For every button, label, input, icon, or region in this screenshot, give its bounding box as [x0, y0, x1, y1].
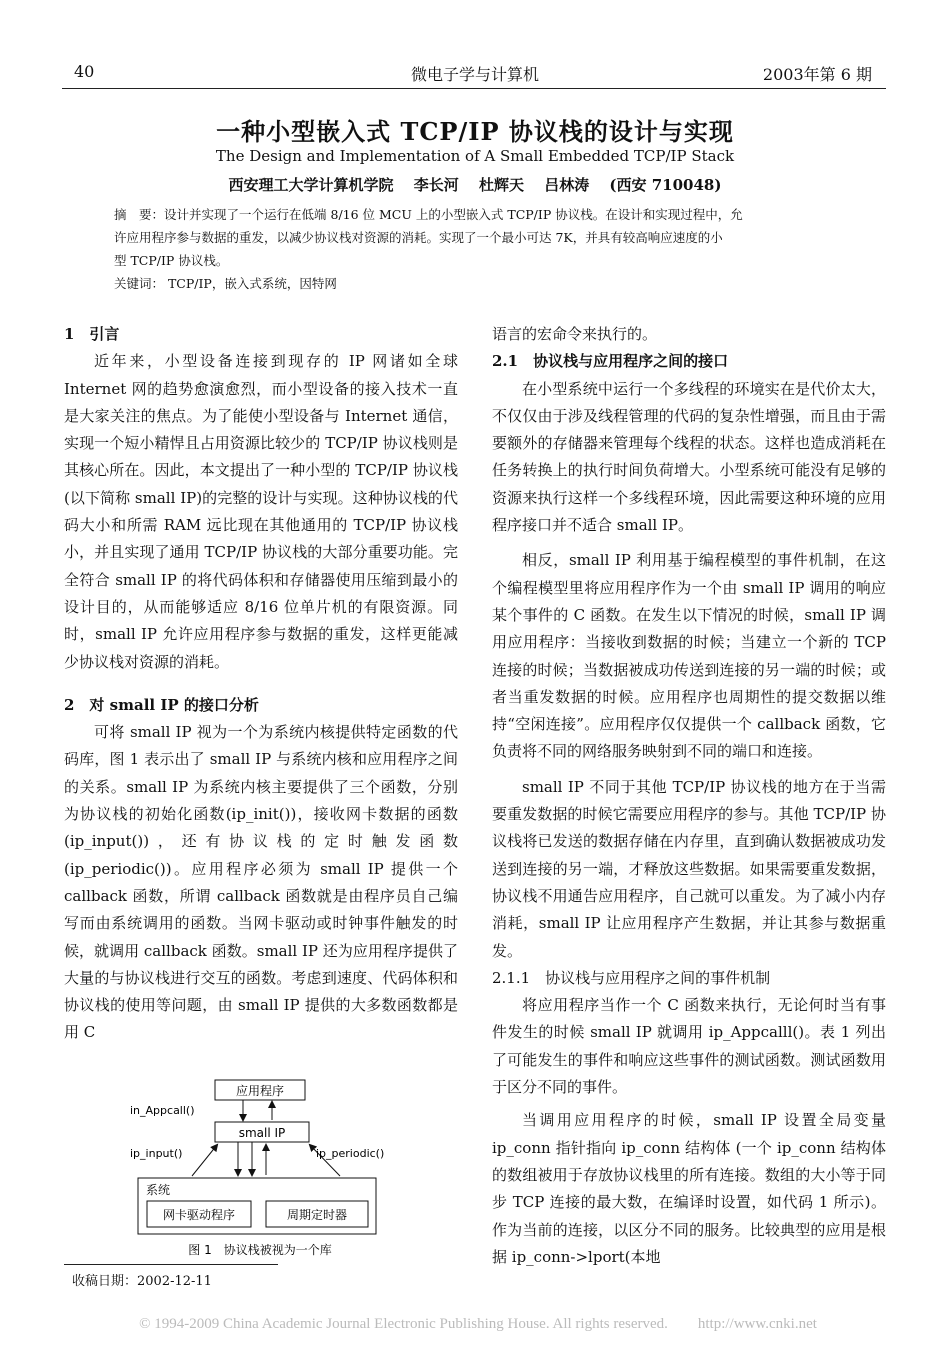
- figure-caption: 图 1 协议栈被视为一个库: [188, 1243, 332, 1257]
- section-2-1-1-paragraph-1: 将应用程序当作一个 C 函数来执行，无论何时当有事件发生的时候 small IP 就调用 ip_Appcalll()。表 1 列出了可能发生的事件和响应这些事件的测试函数。测试函数用于区分不同的事件。: [492, 996, 886, 1097]
- abstract-line-1: 设计并实现了一个运行在低端 8/16 位 MCU 上的小型嵌入式 TCP/IP 协议栈。在设计和实现过程中，允: [164, 207, 743, 222]
- right-column: [492, 321, 886, 1271]
- journal-name: 微电子学与计算机: [410, 65, 539, 84]
- header-rule: [62, 88, 886, 89]
- abstract-label: 摘 要：: [114, 207, 165, 222]
- section-2-1-1-heading: 2.1.1 协议栈与应用程序之间的事件机制: [492, 968, 771, 987]
- keywords: 关键词： TCP/IP，嵌入式系统，因特网: [114, 276, 337, 291]
- label-periodic: ip_periodic(): [316, 1147, 385, 1160]
- arrow-input: [192, 1145, 217, 1176]
- nic-box-label: 网卡驱动程序: [162, 1208, 236, 1222]
- abstract: [114, 203, 844, 295]
- abstract-line-2: 许应用程序参与数据的重发，以减少协议栈对资源的消耗。实现了一个最小可达 7K，并具有较高响应速度的小: [114, 230, 723, 245]
- smallip-box-label: small IP: [238, 1126, 286, 1140]
- section-1-heading: 1 引言: [64, 325, 120, 343]
- system-box: [138, 1178, 376, 1234]
- system-label: 系统: [146, 1183, 171, 1197]
- footnote-rule: [64, 1264, 278, 1265]
- section-2-1-paragraph-3: small IP 不同于其他 TCP/IP 协议栈的地方在于当需要重发数据的时候它需要应用程序的参与。其他 TCP/IP 协议栈将已发送的数据存储在内存里，直到确认数据被成功发送到连接的另一端，才释放这些数据。如果需要重发数据，协议栈不用通告应用程序，自己就可以重发。为了减小内存消耗，small IP 让应用程序产生数据，并让其参与数据重发。: [492, 777, 886, 960]
- timer-box-label: 周期定时器: [286, 1208, 348, 1222]
- abstract-line-3: 型 TCP/IP 协议栈。: [114, 253, 229, 268]
- paper-title: 一种小型嵌入式 TCP/IP 协议栈的设计与实现: [216, 117, 734, 146]
- section-2-1-paragraph-1: 在小型系统中运行一个多线程的环境实在是代价太大，不仅仅由于涉及线程管理的代码的复杂性增强，而且由于需要额外的存储器来管理每个线程的状态。这样也造成消耗在任务转换上的执行时间负荷增大。小型系统可能没有足够的资源来执行这样一个多线程环境，因此需要这种环境的应用程序接口并不适合 small IP。: [492, 379, 886, 535]
- app-box-label: 应用程序: [235, 1084, 285, 1098]
- label-appcall: in_Appcall(): [130, 1104, 195, 1117]
- left-column: [64, 321, 458, 1047]
- issue-label: 2003年第 6 期: [762, 65, 872, 84]
- page-number: 40: [74, 62, 95, 81]
- english-title: The Design and Implementation of A Small Embedded TCP/IP Stack: [215, 147, 735, 165]
- section-2-paragraph: 可将 small IP 视为一个为系统内核提供特定函数的代码库，图 1 表示出了 small IP 与系统内核和应用程序之间的关系。small IP 为系统内核主要提供了三个函数，分别为协议栈的初始化函数(ip_init())，接收网卡数据的函数(ip_input())，还有协议栈的定时触发函数(ip_periodic())。应用程序必须为 small IP 提供一个 callback 函数，所谓 callback 函数就是由程序员自己编写而由系统调用的函数。当网卡驱动或时钟事件触发的时候，就调用 callback 函数。small IP 还为应用程序提供了大量的与协议栈进行交互的函数。考虑到速度、代码体积和协议栈的使用等问题，由 small IP 提供的大多数函数都是用 C: [64, 723, 458, 1042]
- section-2-1-heading: 2.1 协议栈与应用程序之间的接口: [492, 352, 729, 371]
- label-input: ip_input(): [130, 1147, 183, 1160]
- figure-1: [120, 1074, 420, 1264]
- section-2-1-paragraph-2: 相反，small IP 利用基于编程模型的事件机制，在这个编程模型里将应用程序作为一个由 small IP 调用的响应某个事件的 C 函数。在发生以下情况的时候，small IP 调用应用程序：当接收到数据的时候；当建立一个新的 TCP 连接的时候；当数据被成功传送到连接的另一端的时候；或者当重发数据的时候。应用程序也周期性的提交数据以维持“空闲连接”。应用程序仅仅提供一个 callback 函数，它负责将不同的网络服务映射到不同的端口和连接。: [492, 551, 886, 761]
- section-2-1-1-paragraph-2: 当调用应用程序的时候，small IP 设置全局变量 ip_conn 指针指向 ip_conn 结构体 (一个 ip_conn 结构体的数组被用于存放协议栈里的所有连接。数组的大小等于同步 TCP 连接的最大数，在编译时设置，如代码 1 所示)。作为当前的连接，以区分不同的服务。比较典型的应用是根据 ip_conn->lport(本地: [492, 1111, 886, 1266]
- section-1-paragraph: 近年来，小型设备连接到现存的 IP 网诸如全球 Internet 网的趋势愈演愈烈，而小型设备的接入技术一直是大家关注的焦点。为了能使小型设备与 Internet 通信，实现一个短小精悍且占用资源比较少的 TCP/IP 协议栈则是其核心所在。因此，本文提出了一种小型的 TCP/IP 协议栈(以下简称 small IP)的完整的设计与实现。这种协议栈的代码大小和所需 RAM 远比现在其他通用的 TCP/IP 协议栈小，并且实现了通用 TCP/IP 协议栈的大部分重要功能。完全符合 small IP 的将代码体积和存储器使用压缩到最小的设计目的，从而能够适应 8/16 位单片机的有限资源。同时，small IP 允许应用程序参与数据的重发，这样更能减少协议栈对资源的消耗。: [64, 352, 458, 671]
- copyright-footer: © 1994-2009 China Academic Journal Electronic Publishing House. All rights reserved. http://www.cnki.net: [139, 1316, 817, 1332]
- received-date: 收稿日期：2002-12-11: [72, 1274, 212, 1289]
- authors-line: 西安理工大学计算机学院 李长河 杜辉天 吕林涛 (西安 710048): [228, 176, 722, 194]
- continued-text: 语言的宏命令来执行的。: [492, 325, 658, 343]
- section-2-heading: 2 对 small IP 的接口分析: [64, 695, 259, 714]
